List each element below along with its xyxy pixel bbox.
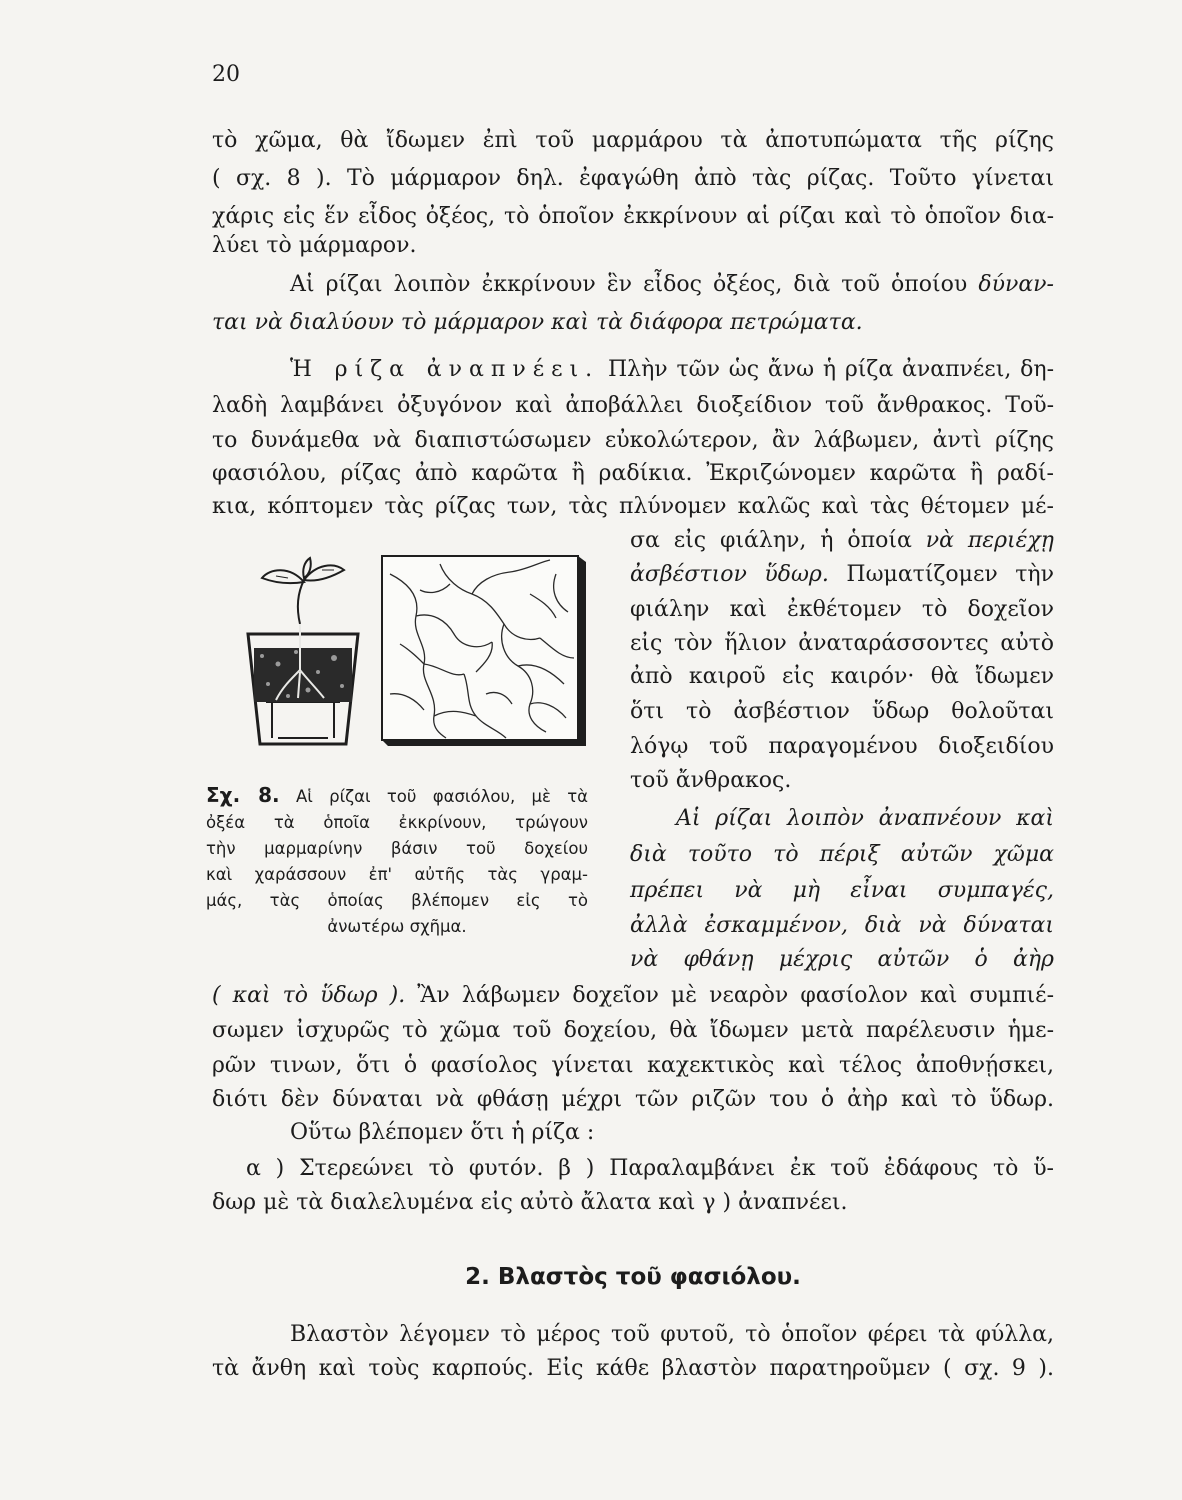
subheading-root-breathes: Ἡ ρίζα ἀναπνέει. <box>290 357 600 382</box>
column-line-1b: νὰ περιέχῃ <box>925 528 1054 553</box>
plant-leaves-icon <box>262 558 344 624</box>
caption-line-2: ὀξέα τὰ ὁποῖα ἐκκρίνουν, τρώγουν <box>206 813 588 832</box>
caption-label: Σχ. 8. <box>206 783 280 807</box>
body-line-18: δωρ μὲ τὰ διαλελυμένα εἰς αὐτὸ ἄλατα καὶ γ ) ἀναπνέει. <box>212 1190 848 1215</box>
column-line-2 <box>630 562 1054 587</box>
figure-etched-marble <box>380 554 586 746</box>
column-line-1 <box>630 528 1054 553</box>
figure-plant-pot <box>238 552 368 748</box>
caption-line-5: μάς, τὰς ὁποίας βλέπομεν εἰς τὸ <box>206 891 588 910</box>
body-line-5 <box>212 272 1054 297</box>
body-line-8: λαδὴ λαμβάνει ὀξυγόνον καὶ ἀποβάλλει διοξείδιον τοῦ ἄνθρακος. Τοῦ- <box>212 393 1054 418</box>
body-line-9: το δυνάμεθα νὰ διαπιστώσωμεν εὐκολώτερον, ἂν λάβωμεν, ἀντὶ ρίζης <box>212 428 1054 453</box>
column-line-5: ἀπὸ καιροῦ εἰς καιρόν· θὰ ἴδωμεν <box>630 664 1054 689</box>
body-line-1: τὸ χῶμα, θὰ ἴδωμεν ἐπὶ τοῦ μαρμάρου τὰ ἀποτυπώματα τῆς ρίζης <box>212 128 1054 153</box>
body-line-17: α ) Στερεώνει τὸ φυτόν. β ) Παραλαμβάνει ἐκ τοῦ ἐδάφους τὸ ὕ- <box>246 1156 1054 1181</box>
column-line-11: πρέπει νὰ μὴ εἶναι συμπαγές, <box>630 878 1054 903</box>
column-line-4: εἰς τὸν ἥλιον ἀναταράσσοντες αὐτὸ <box>630 631 1054 656</box>
body-line-10: φασιόλου, ρίζας ἀπὸ καρῶτα ἢ ραδίκια. Ἐκριζώνομεν καρῶτα ἢ ραδί- <box>212 461 1054 486</box>
column-line-8: τοῦ ἄνθρακος. <box>630 768 792 793</box>
caption-line-6: ἀνωτέρω σχῆμα. <box>327 917 467 936</box>
body-line-13: σωμεν ἰσχυρῶς τὸ χῶμα τοῦ δοχείου, θὰ ἴδωμεν μετὰ παρέλευσιν ἡμε- <box>212 1018 1054 1043</box>
caption-line-1: Αἱ ρίζαι τοῦ φασιόλου, μὲ τὰ <box>295 787 589 806</box>
column-line-6: ὅτι τὸ ἀσβέστιον ὕδωρ θολοῦται <box>630 699 1054 724</box>
body-line-7 <box>212 357 1054 382</box>
column-line-9: Αἱ ρίζαι λοιπὸν ἀναπνέουν καὶ <box>676 806 1054 831</box>
body-line-6: ται νὰ διαλύουν τὸ μάρμαρον καὶ τὰ διάφορα πετρώματα. <box>212 310 863 335</box>
body-line-5a: Αἱ ρίζαι λοιπὸν ἐκκρίνουν ἓν εἶδος ὀξέος, διὰ τοῦ ὁποίου <box>290 272 968 297</box>
body-line-3: χάρις εἰς ἕν εἶδος ὀξέος, τὸ ὁποῖον ἐκκρίνουν αἱ ρίζαι καὶ τὸ ὁποῖον δια- <box>212 204 1054 229</box>
body-line-12b: Ἂν λάβωμεν δοχεῖον μὲ νεαρὸν φασίολον καὶ συμπιέ- <box>417 983 1054 1008</box>
body-line-4: λύει τὸ μάρμαρον. <box>212 233 417 258</box>
body-line-12a: ( καὶ τὸ ὕδωρ ). <box>212 983 406 1008</box>
body-line-11: κια, κόπτομεν τὰς ρίζας των, τὰς πλύνομεν καλῶς καὶ τὰς θέτομεν μέ- <box>212 494 1054 519</box>
column-line-13: νὰ φθάνῃ μέχρις αὐτῶν ὁ ἀὴρ <box>630 947 1054 972</box>
body-line-7b: Πλὴν τῶν ὡς ἄνω ἡ ρίζα ἀναπνέει, δη- <box>607 357 1054 382</box>
body-line-15: διότι δὲν δύναται νὰ φθάσῃ μέχρι τῶν ριζῶν του ὁ ἀὴρ καὶ τὸ ὕδωρ. <box>212 1087 1054 1112</box>
body-line-5b: δύναν- <box>978 272 1054 297</box>
section-title: 2. Βλαστὸς τοῦ φασιόλου. <box>465 1264 801 1290</box>
body-line-20: τὰ ἄνθη καὶ τοὺς καρπούς. Εἰς κάθε βλαστὸν παρατηροῦμεν ( σχ. 9 ). <box>212 1356 1054 1381</box>
column-line-12: ἀλλὰ ἐσκαμμένον, διὰ νὰ δύναται <box>630 913 1054 938</box>
column-line-1a: σα εἰς φιάλην, ἡ ὁποία <box>630 528 912 553</box>
column-line-3: φιάλην καὶ ἐκθέτομεν τὸ δοχεῖον <box>630 597 1054 622</box>
column-line-10: διὰ τοῦτο τὸ πέριξ αὐτῶν χῶμα <box>630 842 1054 867</box>
column-line-7: λόγῳ τοῦ παραγομένου διοξειδίου <box>630 734 1054 759</box>
body-line-2: ( σχ. 8 ). Τὸ μάρμαρον δηλ. ἐφαγώθη ἀπὸ τὰς ρίζας. Τοῦτο γίνεται <box>212 166 1054 191</box>
page-number: 20 <box>212 62 240 87</box>
column-line-2b: Πωματίζομεν τὴν <box>846 562 1054 587</box>
caption-line-4: καὶ χαράσσουν ἐπ' αὐτῆς τὰς γραμ- <box>206 865 588 884</box>
body-line-19: Βλαστὸν λέγομεν τὸ μέρος τοῦ φυτοῦ, τὸ ὁποῖον φέρει τὰ φύλλα, <box>290 1322 1054 1347</box>
figure-caption <box>206 782 588 940</box>
body-line-14: ρῶν τινων, ὅτι ὁ φασίολος γίνεται καχεκτικὸς καὶ τέλος ἀποθνῄσκει, <box>212 1053 1054 1078</box>
body-line-12 <box>212 983 1054 1008</box>
column-line-2a: ἀσβέστιον ὕδωρ. <box>630 562 829 587</box>
body-line-16: Οὕτω βλέπομεν ὅτι ἡ ρίζα : <box>290 1120 595 1145</box>
caption-line-3: τὴν μαρμαρίνην βάσιν τοῦ δοχείου <box>206 839 588 858</box>
